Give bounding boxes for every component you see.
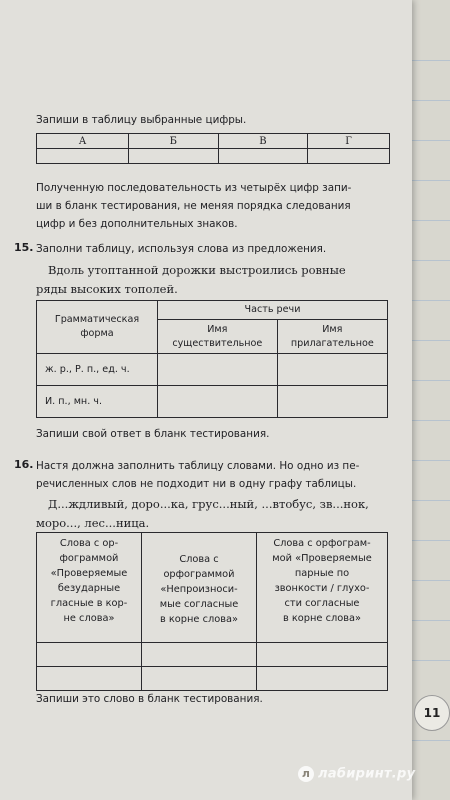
adjective-header: Имя прилагательное (277, 320, 387, 354)
answer-cell[interactable] (37, 149, 129, 164)
answer-digits-table (36, 133, 390, 164)
answer-cell[interactable] (257, 643, 388, 667)
answer-cell[interactable] (277, 386, 387, 418)
header-g: Г (308, 134, 390, 149)
answer-cell[interactable] (158, 354, 278, 386)
table-row (37, 386, 388, 418)
q16-instruction: речисленных слов не подходит ни в одну графу таблицы. (36, 478, 357, 490)
paired-consonants-header: Слова с орфограм- мой «Проверяемые парные по звонкости / глухо- сти согласные в корне слова» (257, 533, 388, 643)
answer-cell[interactable] (308, 149, 390, 164)
answer-row (37, 149, 390, 164)
answer-cell[interactable] (37, 667, 142, 691)
noun-header: Имя существительное (158, 320, 278, 354)
q16-instruction: Настя должна заполнить таблицу словами. Но одно из пе- (36, 460, 360, 472)
q15-sentence: ряды высоких тополей. (36, 282, 178, 296)
question-16-number: 16. (14, 458, 34, 471)
answer-cell[interactable] (142, 667, 257, 691)
answer-cell[interactable] (128, 149, 218, 164)
vowels-header: Слова с ор- фограммой «Проверяемые безударные гласные в кор- не слова» (37, 533, 142, 643)
para1-line: цифр и без дополнительных знаков. (36, 218, 238, 230)
watermark (298, 766, 415, 782)
para1-line: ши в бланк тестирования, не меняя порядка следования (36, 200, 351, 212)
labirint-logo-icon: л (298, 766, 314, 782)
q16-answer-note: Запиши это слово в бланк тестирования. (36, 693, 263, 705)
answer-cell[interactable] (277, 354, 387, 386)
table-header-row (37, 134, 390, 149)
parts-of-speech-table (36, 300, 388, 418)
question-15-number: 15. (14, 241, 34, 254)
page-number: 11 (414, 695, 450, 731)
watermark-text: лабиринт.ру (318, 766, 416, 782)
spelling-rules-table (36, 532, 388, 691)
q16-words: Д...ждливый, доро...ка, грус...ный, ...втобус, зв...нок, (48, 497, 369, 511)
answer-cell[interactable] (257, 667, 388, 691)
q15-sentence: Вдоль утоптанной дорожки выстроились ровные (48, 263, 346, 277)
top-instruction: Запиши в таблицу выбранные цифры. (36, 114, 247, 126)
q15-answer-note: Запиши свой ответ в бланк тестирования. (36, 428, 270, 440)
q15-instruction: Заполни таблицу, используя слова из предложения. (36, 243, 327, 255)
grammatical-form-header: Грамматическая форма (37, 301, 158, 354)
table-row (37, 354, 388, 386)
header-b: Б (128, 134, 218, 149)
row-label: И. п., мн. ч. (37, 386, 158, 418)
answer-cell[interactable] (158, 386, 278, 418)
row-label: ж. р., Р. п., ед. ч. (37, 354, 158, 386)
part-of-speech-header: Часть речи (158, 301, 388, 320)
silent-consonants-header: Слова с орфограммой «Непроизноси- мые согласные в корне слова» (142, 533, 257, 643)
header-a: А (37, 134, 129, 149)
header-v: В (218, 134, 308, 149)
table-row (37, 643, 388, 667)
q16-words: моро..., лес...ница. (36, 516, 150, 530)
para1-line: Полученную последовательность из четырёх цифр запи- (36, 182, 352, 194)
table-row (37, 667, 388, 691)
answer-cell[interactable] (37, 643, 142, 667)
answer-cell[interactable] (142, 643, 257, 667)
answer-cell[interactable] (218, 149, 308, 164)
